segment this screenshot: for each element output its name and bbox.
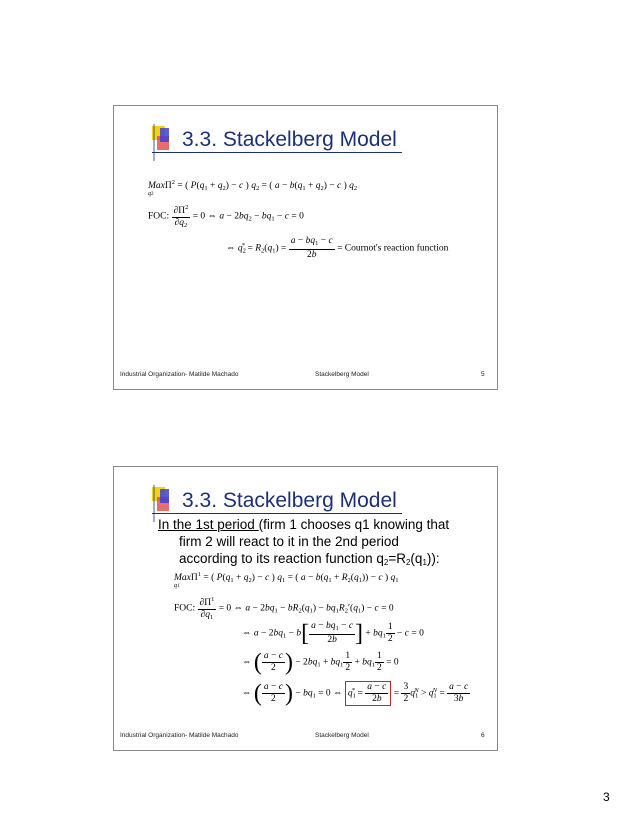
footer-topic: Stackelberg Model xyxy=(315,732,369,739)
slide-title: 3.3. Stackelberg Model xyxy=(182,489,397,512)
slide-6 xyxy=(113,466,498,751)
max-equation: MaxΠ$^2$ = ( $P(q_1 + q_2) - c$ ) $q_2$ = ( $a - b(q_1 + q_2) - c$ ) $q_2$ xyxy=(148,179,358,192)
footer-author: Industrial Organization- Matilde Machado xyxy=(120,371,239,378)
bullet-paragraph: In the 1st period (firm 1 chooses q1 knowing that firm 2 will react to it in the 2nd period according to its reaction function q2=R2(q1)): xyxy=(158,517,450,567)
max-equation: MaxΠ$^1$ = ( $P(q_1 + q_2) - c$ ) $q_1$ = ( $a - b(q_1 + R_2(q_1)) - c$ ) $q_1$ xyxy=(174,571,399,584)
bullet-underlined: In the 1st period xyxy=(158,517,259,532)
slide-number: 6 xyxy=(481,732,485,739)
step-equation-2: ⇔ ( $\frac{a - c}{2}$ ) − $2bq_1 + bq_1$ $\frac{1}{2}$ + $bq_1$ $\frac{1}{2}$ = 0 xyxy=(242,649,399,676)
slide-title: 3.3. Stackelberg Model xyxy=(182,128,397,151)
foc-equation: FOC: $\frac{\partial\Pi^1}{\partial q_1}$ = 0 ⇔ $a - 2bq_1 - bR_2(q_1) - bq_1R_2'(q_1) - c = 0$ xyxy=(174,596,394,621)
step-equation-1: ⇔ $a - 2bq_1 - b$[ $\frac{a - bq_1 - c}{2b}$ ] + $bq_1$ $\frac{1}{2}$ − c = 0 xyxy=(242,620,424,647)
title-underline xyxy=(152,152,402,153)
highlighted-result: $q_1^*$ = $\frac{a - c}{2b}$ xyxy=(345,681,391,706)
max-subscript: q1 xyxy=(174,583,180,589)
slide-number: 5 xyxy=(481,371,485,378)
page-number: 3 xyxy=(603,790,610,804)
footer-author: Industrial Organization- Matilde Machado xyxy=(120,732,239,739)
reaction-function-equation: ⇔ $q_2^* = R_2(q_1)$ = $\frac{a - bq_1 - c}{2b}$ = Cournot's reaction function xyxy=(226,236,449,260)
slide-decoration-icon xyxy=(114,106,184,166)
slide-5 xyxy=(113,105,498,390)
foc-equation: FOC: $\frac{\partial\Pi^2}{\partial q_2}$ = 0 ⇔ $a - 2bq_2 - bq_1 - c = 0$ xyxy=(148,204,304,229)
title-underline xyxy=(152,513,402,514)
step-equation-3: ⇔ ( $\frac{a - c}{2}$ ) − $bq_1 = 0$ ⇔ $q_1^*$ = $\frac{a - c}{2b}$ = $\frac{3}{2}$ $q_1^N > q_1^N$ = $\frac{a - c}{3b}$ xyxy=(242,680,469,707)
footer-topic: Stackelberg Model xyxy=(315,371,369,378)
max-subscript: q2 xyxy=(148,191,154,197)
